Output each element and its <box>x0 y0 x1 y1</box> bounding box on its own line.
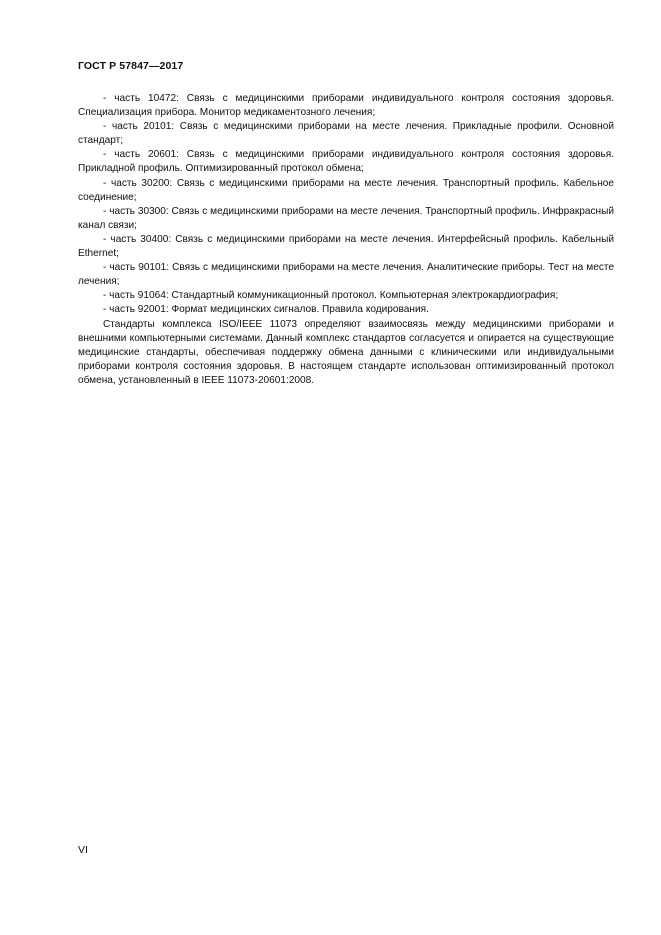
document-body <box>78 92 614 388</box>
page-number: VI <box>78 844 88 856</box>
standard-part-item: - часть 30300: Связь с медицинскими приборами на месте лечения. Транспортный профиль. Инфракрасный канал связи; <box>78 205 614 231</box>
document-header: ГОСТ Р 57847—2017 <box>78 60 184 72</box>
standard-part-item: - часть 91064: Стандартный коммуникационный протокол. Компьютерная электрокардиография; <box>103 290 559 302</box>
standard-part-item: - часть 10472: Связь с медицинскими приборами индивидуального контроля состояния здоровья. Специализация прибора. Монитор медикаментозного лечения; <box>78 93 614 119</box>
standard-part-item: - часть 30200: Связь с медицинскими приборами на месте лечения. Транспортный профиль. Кабельное соединение; <box>78 177 614 203</box>
standard-part-item: - часть 30400: Связь с медицинскими приборами на месте лечения. Интерфейсный профиль. Кабельный Ethernet; <box>78 233 614 260</box>
standard-part-item: - часть 92001: Формат медицинских сигналов. Правила кодирования. <box>103 304 429 316</box>
standard-part-item: - часть 90101: Связь с медицинскими приборами на месте лечения. Аналитические приборы. Тест на месте лечения; <box>78 262 614 288</box>
standard-part-item: - часть 20601: Связь с медицинскими приборами индивидуального контроля состояния здоровья. Прикладной профиль. Оптимизированный протокол обмена; <box>78 149 614 175</box>
summary-paragraph: Стандарты комплекса ISO/IEEE 11073 определяют взаимосвязь между медицинскими приборами и внешними компьютерными системами. Данный комплекс стандартов согласуется и опирается на существующие медицинские стандарты, обеспечивая поддержку обмена данными с клиническими или индивидуальными приборами контроля состояния здоровья. В настоящем стандарте использован оптимизированный протокол обмена, установленный в IEEE 11073-20601:2008. <box>78 318 614 386</box>
standard-part-item: - часть 20101: Связь с медицинскими приборами на месте лечения. Прикладные профили. Основной стандарт; <box>78 121 614 147</box>
